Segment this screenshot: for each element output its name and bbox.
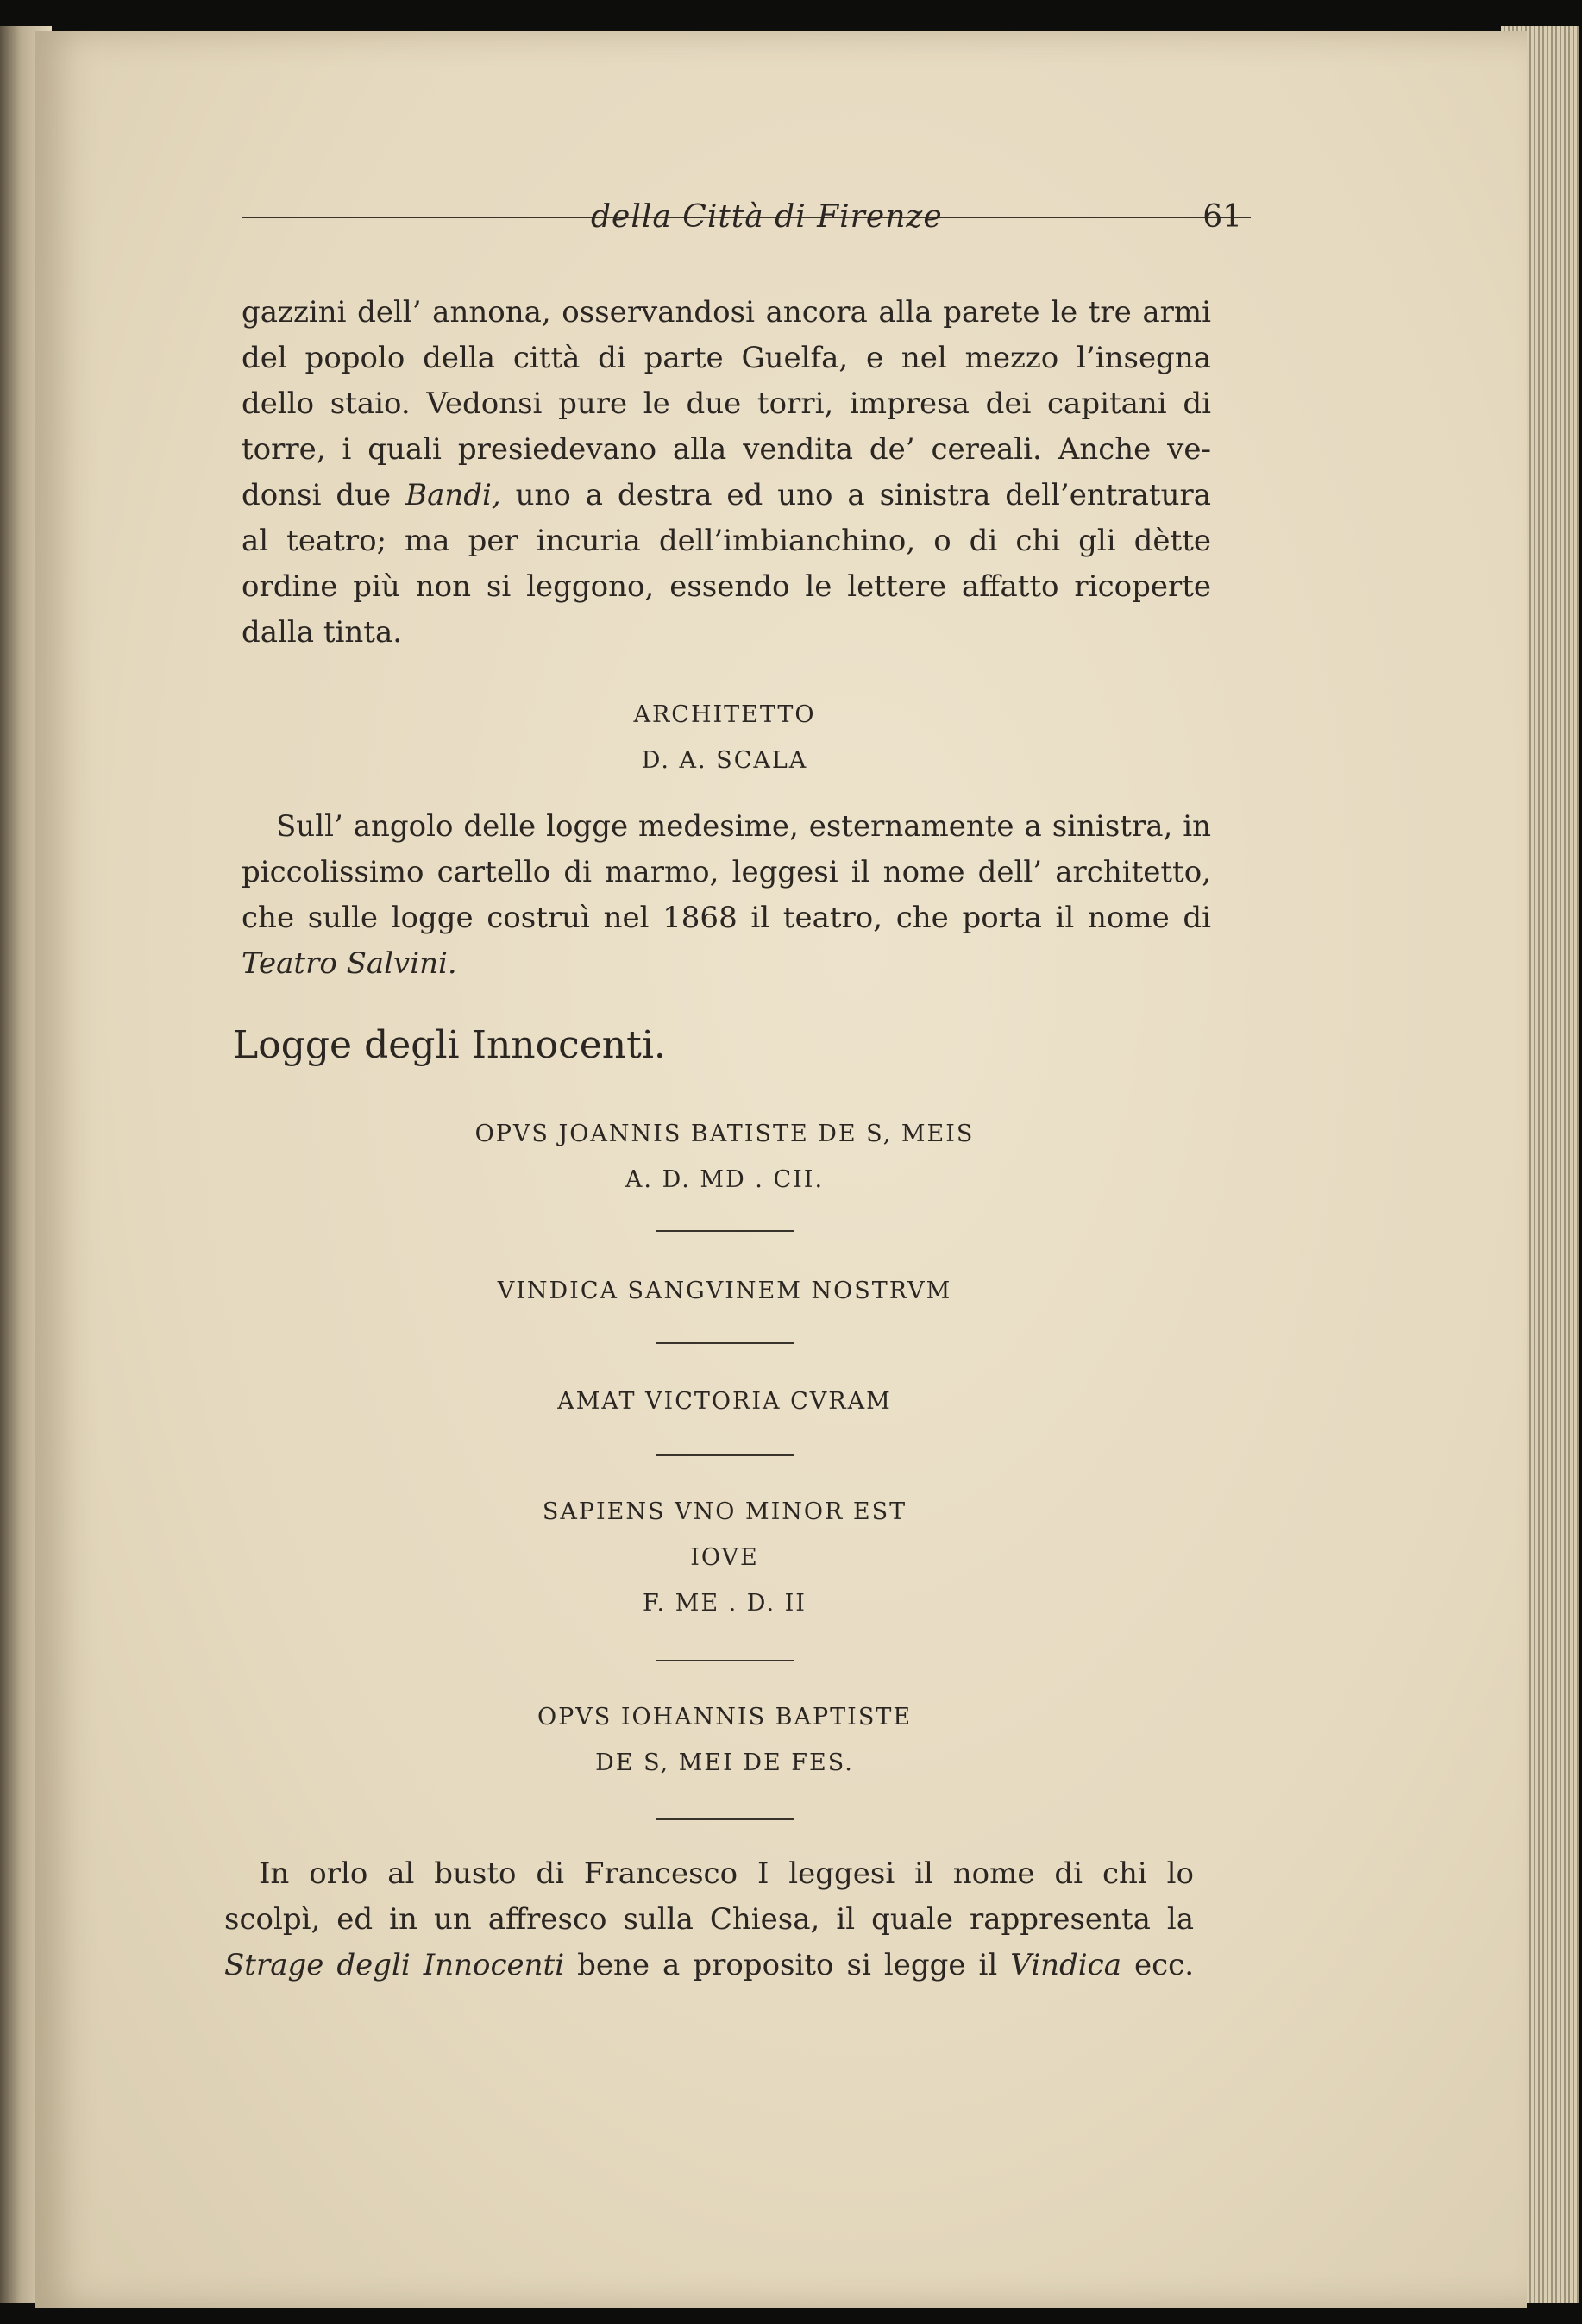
running-head (242, 165, 1251, 235)
inscription-architect (242, 692, 1208, 783)
paragraph-2-line: che sulle logge costruì nel 1868 il teatro, che porta il nome di (242, 901, 1211, 935)
separator-rule (656, 1818, 794, 1820)
paragraph-1-line: del popolo della città di parte Guelfa, e nel mezzo l’insegna (242, 341, 1211, 375)
inscription-line: DE S, MEI DE FES. (595, 1749, 854, 1776)
paragraph-3-line: In orlo al busto di Francesco I leggesi il nome di chi lo (259, 1856, 1194, 1891)
paragraph-3-line-3 (224, 1943, 1194, 1988)
paragraph-1-line: dello staio. Vedonsi pure le due torri, impresa dei capitani di (242, 386, 1211, 421)
paragraph-3-line: scolpì, ed in un affresco sulla Chiesa, il quale rappresenta la (224, 1902, 1194, 1937)
separator-rule (656, 1230, 794, 1232)
italic-run: Teatro Salvini. (242, 946, 457, 981)
book-page (35, 31, 1527, 2308)
inscription-line: A. D. MD . CII. (625, 1166, 825, 1193)
text-run: ecc. (1121, 1948, 1194, 1982)
running-title: della Città di Firenze (591, 199, 943, 235)
italic-run: Strage degli Innocenti (224, 1948, 565, 1982)
inscription-line: OPVS JOANNIS BATISTE DE S, MEIS (474, 1121, 975, 1147)
inscription-line: OPVS IOHANNIS BAPTISTE (537, 1704, 913, 1730)
inscription-line: SAPIENS VNO MINOR EST (542, 1498, 907, 1525)
paragraph-1-line-5 (242, 473, 1211, 518)
inscription-line: VINDICA SANGVINEM NOSTRVM (497, 1278, 952, 1304)
inscription-2 (242, 1268, 1208, 1314)
inscription-3 (242, 1379, 1208, 1424)
inscription-line: ARCHITETTO (633, 701, 816, 728)
inscription-line: D. A. SCALA (641, 747, 808, 774)
page-number: 61 (1202, 199, 1242, 235)
inscription-5 (242, 1694, 1208, 1786)
paragraph-1-line: torre, i quali presiedevano alla vendita de’ cereali. Anche ve- (242, 432, 1211, 467)
paragraph-2-line (242, 941, 1211, 987)
italic-run: Bandi, (405, 478, 501, 512)
paragraph-2 (242, 804, 1211, 987)
paragraph-1-line: al teatro; ma per incuria dell’imbianchino, o di chi gli dètte (242, 524, 1211, 558)
text-run: uno a destra ed uno a sinistra dell’entratura (500, 478, 1211, 512)
inscription-line: IOVE (690, 1544, 759, 1571)
paragraph-1 (242, 290, 1211, 656)
paragraph-3 (224, 1851, 1194, 1988)
italic-run: Vindica (1010, 1948, 1121, 1982)
inscription-line: AMAT VICTORIA CVRAM (557, 1388, 892, 1415)
text-run: donsi due (242, 478, 406, 512)
separator-rule (656, 1454, 794, 1456)
section-heading: Logge degli Innocenti. (233, 1023, 666, 1067)
inscription-1 (242, 1111, 1208, 1203)
separator-rule (656, 1342, 794, 1344)
paragraph-2-line: piccolissimo cartello di marmo, leggesi il nome dell’ architetto, (242, 855, 1211, 889)
separator-rule (656, 1660, 794, 1661)
paragraph-2-line: Sull’ angolo delle logge medesime, esternamente a sinistra, in (276, 809, 1211, 844)
inscription-line: F. ME . D. II (643, 1590, 807, 1617)
paragraph-1-line: gazzini dell’ annona, osservandosi ancora alla parete le tre armi (242, 295, 1211, 330)
paragraph-1-line: dalla tinta. (242, 615, 403, 650)
paragraph-1-line: ordine più non si leggono, essendo le lettere affatto ricoperte (242, 569, 1211, 604)
inscription-4 (242, 1489, 1208, 1626)
text-run: bene a proposito si legge il (564, 1948, 1011, 1982)
